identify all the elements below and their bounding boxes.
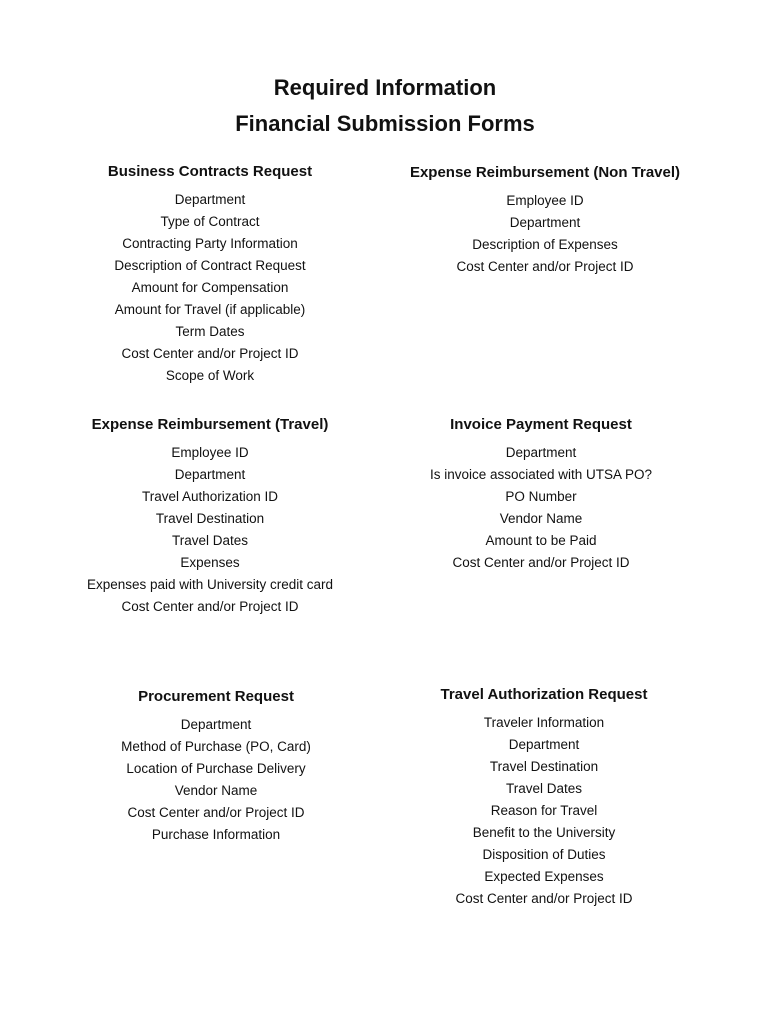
list-item: Employee ID xyxy=(171,445,249,460)
list-item: Cost Center and/or Project ID xyxy=(127,805,305,820)
list-item: Cost Center and/or Project ID xyxy=(456,259,634,274)
list-item: Travel Destination xyxy=(489,759,599,774)
document-subtitle: Financial Submission Forms xyxy=(235,111,535,136)
requirements-list xyxy=(60,189,360,387)
section-travel-authorization-request xyxy=(390,684,698,910)
list-item: Term Dates xyxy=(175,324,245,339)
list-item: Employee ID xyxy=(506,193,584,208)
document-title: Required Information xyxy=(273,75,497,100)
requirements-list xyxy=(60,442,360,618)
section-business-contracts-request xyxy=(60,161,360,387)
section-expense-reimbursement-travel xyxy=(60,414,360,618)
list-item: Description of Expenses xyxy=(472,237,618,252)
requirements-list xyxy=(390,190,700,278)
section-heading: Business Contracts Request xyxy=(107,163,313,180)
list-item: Vendor Name xyxy=(499,511,583,526)
list-item: Is invoice associated with UTSA PO? xyxy=(429,467,653,482)
list-item: Cost Center and/or Project ID xyxy=(452,555,630,570)
section-expense-reimbursement-non-travel xyxy=(390,162,700,278)
list-item: Travel Destination xyxy=(155,511,265,526)
list-item: Department xyxy=(508,737,580,752)
section-heading: Expense Reimbursement (Non Travel) xyxy=(409,164,681,181)
requirements-list xyxy=(390,442,692,574)
list-item: Traveler Information xyxy=(483,715,605,730)
list-item: Expected Expenses xyxy=(484,869,604,884)
list-item: Cost Center and/or Project ID xyxy=(455,891,633,906)
list-item: Department xyxy=(180,717,252,732)
list-item: Disposition of Duties xyxy=(482,847,606,862)
list-item: Department xyxy=(505,445,577,460)
list-item: Amount for Travel (if applicable) xyxy=(114,302,306,317)
section-heading: Invoice Payment Request xyxy=(450,416,632,433)
section-heading: Procurement Request xyxy=(138,688,294,705)
list-item: Travel Authorization ID xyxy=(141,489,279,504)
list-item: Type of Contract xyxy=(160,214,260,229)
list-item: Cost Center and/or Project ID xyxy=(121,346,299,361)
list-item: Vendor Name xyxy=(174,783,258,798)
section-procurement-request xyxy=(66,686,366,846)
section-heading: Travel Authorization Request xyxy=(440,686,648,703)
list-item: Location of Purchase Delivery xyxy=(126,761,306,776)
section-invoice-payment-request xyxy=(390,414,692,574)
list-item: Expenses xyxy=(180,555,240,570)
list-item: Amount for Compensation xyxy=(131,280,289,295)
list-item: Cost Center and/or Project ID xyxy=(121,599,299,614)
list-item: Description of Contract Request xyxy=(114,258,306,273)
list-item: Purchase Information xyxy=(151,827,281,842)
section-heading: Expense Reimbursement (Travel) xyxy=(91,416,329,433)
list-item: Scope of Work xyxy=(165,368,255,383)
list-item: Expenses paid with University credit card xyxy=(86,577,334,592)
requirements-list xyxy=(66,714,366,846)
list-item: Amount to be Paid xyxy=(485,533,597,548)
list-item: Travel Dates xyxy=(171,533,249,548)
requirements-list xyxy=(390,712,698,910)
list-item: Benefit to the University xyxy=(472,825,616,840)
list-item: Department xyxy=(174,467,246,482)
list-item: Department xyxy=(509,215,581,230)
list-item: Travel Dates xyxy=(505,781,583,796)
list-item: Department xyxy=(174,192,246,207)
list-item: Contracting Party Information xyxy=(122,236,298,251)
list-item: Method of Purchase (PO, Card) xyxy=(121,739,311,754)
list-item: Reason for Travel xyxy=(490,803,598,818)
list-item: PO Number xyxy=(505,489,577,504)
